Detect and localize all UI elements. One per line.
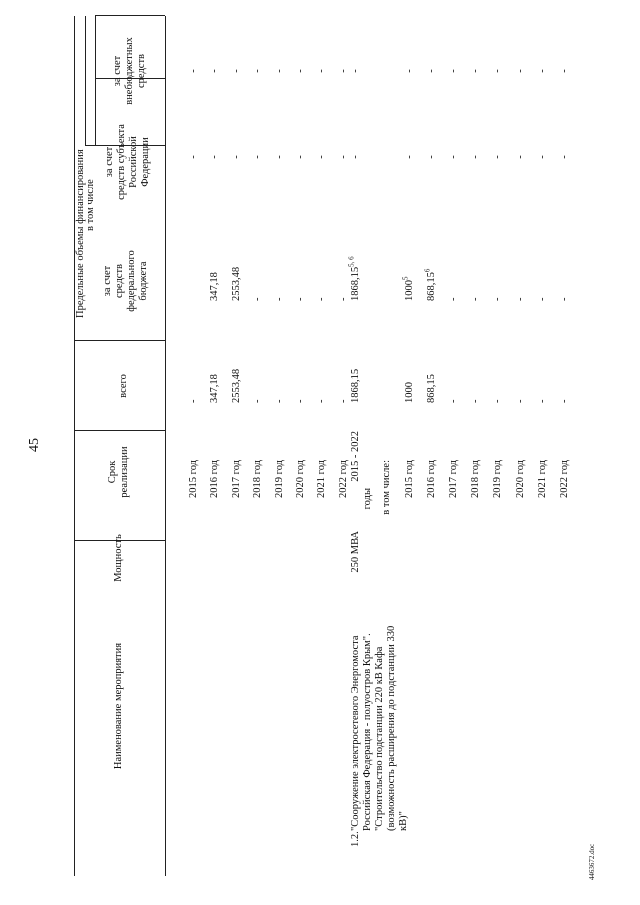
federal-value: - [536, 297, 548, 301]
extra-cell: - [492, 69, 504, 73]
header-subject-3: Российской [128, 136, 139, 188]
total-cell: 347,18 [209, 374, 221, 403]
federal-cell: - [273, 297, 285, 301]
total-cell: - [470, 399, 482, 403]
header-total: всего [118, 374, 129, 398]
year-cell: 2015 год [404, 460, 415, 498]
item-extra: - [350, 69, 361, 73]
total-cell: - [514, 399, 526, 403]
item-capacity: 250 МВА [350, 531, 361, 573]
federal-value: - [492, 297, 504, 301]
header-name: Наименование мероприятия [113, 642, 124, 770]
year-cell: 2022 год [558, 460, 570, 498]
subject-cell: - [514, 155, 526, 159]
federal-cell [401, 276, 416, 302]
item-subject: - [350, 155, 361, 159]
year-cell: 2018 год [470, 460, 482, 498]
total-cell: - [273, 399, 285, 403]
total-cell: 868,15 [426, 374, 438, 403]
year-cell: 2022 год [337, 460, 349, 498]
total-cell: - [558, 399, 570, 403]
extra-cell: - [316, 69, 328, 73]
federal-cell [423, 268, 438, 301]
subject-cell: - [188, 155, 199, 159]
extra-cell: - [558, 69, 570, 73]
header-subject-4: Федерации [140, 137, 151, 187]
total-cell: - [295, 399, 306, 403]
header-extra-2: внебюджетных [124, 37, 135, 105]
extra-cell: - [188, 69, 199, 73]
federal-value: 1000 [404, 280, 415, 301]
subject-cell: - [230, 155, 242, 159]
total-cell: - [337, 399, 349, 403]
header-period-line1: Срок [107, 460, 118, 484]
col-divider-subject [95, 15, 165, 16]
total-cell: - [188, 399, 199, 403]
year-cell: 2020 год [514, 460, 526, 498]
extra-cell: - [209, 69, 221, 73]
year-cell: 2019 год [492, 460, 504, 498]
extra-cell: - [230, 69, 242, 73]
header-period-line2: реализации [119, 446, 130, 498]
subject-cell: - [273, 155, 285, 159]
year-cell: 2017 год [230, 460, 242, 498]
year-cell: 2018 год [252, 460, 264, 498]
federal-cell [559, 298, 571, 302]
federal-cell: - [252, 297, 264, 301]
year-cell: 2019 год [273, 460, 285, 498]
header-federal-4: бюджета [138, 261, 149, 301]
col-divider-period [74, 340, 165, 341]
item-incl-label: в том числе: [381, 460, 392, 515]
federal-cell: - [316, 297, 328, 301]
header-limit: Предельные объемы финансирования [75, 149, 86, 318]
extra-cell: - [470, 69, 482, 73]
federal-cell [515, 298, 527, 302]
extra-cell: - [426, 69, 438, 73]
subject-cell: - [404, 155, 415, 159]
total-cell: - [252, 399, 264, 403]
federal-cell [492, 298, 504, 302]
item-total: 1868,15 [350, 368, 361, 403]
total-cell: - [492, 399, 504, 403]
header-capacity: Мощность [113, 534, 124, 582]
incl-header-divider [95, 16, 96, 146]
header-extra-1: за счет [112, 55, 123, 87]
subject-cell: - [295, 155, 306, 159]
federal-cell [470, 298, 482, 302]
subject-cell: - [426, 155, 438, 159]
header-extra-3: средств [136, 54, 147, 88]
year-cell: 2017 год [448, 460, 460, 498]
extra-cell: - [536, 69, 548, 73]
page-number: 45 [27, 438, 42, 452]
subject-cell: - [558, 155, 570, 159]
federal-footnote: 5 [401, 276, 410, 280]
extra-cell: - [337, 69, 349, 73]
header-incl: в том числе [85, 179, 96, 231]
federal-cell [448, 298, 460, 302]
subject-cell: - [337, 155, 349, 159]
federal-value: 868,15 [426, 272, 438, 301]
item-federal-value: 1868,15 [350, 266, 361, 301]
total-cell: - [536, 399, 548, 403]
item-federal [347, 256, 362, 301]
total-cell: 1000 [404, 382, 415, 403]
total-cell: - [448, 399, 460, 403]
subject-cell: - [492, 155, 504, 159]
item-name: "Сооружение электросетевого Энергомоста Российская Федерация - полуостров Крым". "Строительство подстанции 220 кВ Кафа (возможность расширения до подстанции 330 кВ)" [350, 625, 409, 831]
year-cell: 2020 год [295, 460, 306, 498]
year-cell: 2015 год [188, 460, 199, 498]
federal-value: - [514, 297, 526, 301]
subject-cell: - [209, 155, 221, 159]
federal-value: - [558, 297, 570, 301]
federal-cell: 347,18 [209, 272, 221, 301]
header-subject-2: средств субъекта [116, 124, 127, 200]
header-subject-1: за счет [104, 146, 115, 178]
total-cell: - [316, 399, 328, 403]
subject-cell: - [316, 155, 328, 159]
header-bottom-border [165, 16, 166, 876]
year-cell: 2016 год [426, 460, 438, 498]
federal-footnote: 6 [423, 268, 432, 273]
extra-cell: - [273, 69, 285, 73]
item-federal-footnote: 5, 6 [347, 256, 356, 267]
extra-cell: - [295, 69, 306, 73]
header-federal-2: средств [114, 264, 125, 298]
col-divider-capacity [74, 430, 165, 431]
rotated-table [0, 16, 640, 876]
federal-value: - [470, 297, 482, 301]
header-federal-3: федерального [126, 250, 137, 312]
federal-cell: 2553,48 [230, 266, 242, 301]
federal-cell: - [295, 297, 306, 301]
federal-cell: - [337, 297, 349, 301]
item-period-line2: годы [362, 488, 373, 510]
extra-cell: - [448, 69, 460, 73]
item-period-line1: 2015 - 2022 [350, 431, 361, 482]
subject-cell: - [252, 155, 264, 159]
federal-cell [537, 298, 549, 302]
federal-value: - [448, 297, 460, 301]
year-cell: 2021 год [316, 460, 328, 498]
year-cell: 2021 год [536, 460, 548, 498]
file-name: 4463672.doc [588, 843, 596, 881]
extra-cell: - [514, 69, 526, 73]
subject-cell: - [470, 155, 482, 159]
extra-cell: - [404, 69, 415, 73]
limit-header-divider [85, 16, 86, 146]
year-cell: 2016 год [209, 460, 221, 498]
extra-cell: - [252, 69, 264, 73]
table-top-border [74, 16, 75, 876]
header-federal-1: за счет [102, 265, 113, 297]
total-cell: 2553,48 [230, 368, 242, 403]
subject-cell: - [448, 155, 460, 159]
item-number: 1.2. [350, 831, 361, 847]
subject-cell: - [536, 155, 548, 159]
